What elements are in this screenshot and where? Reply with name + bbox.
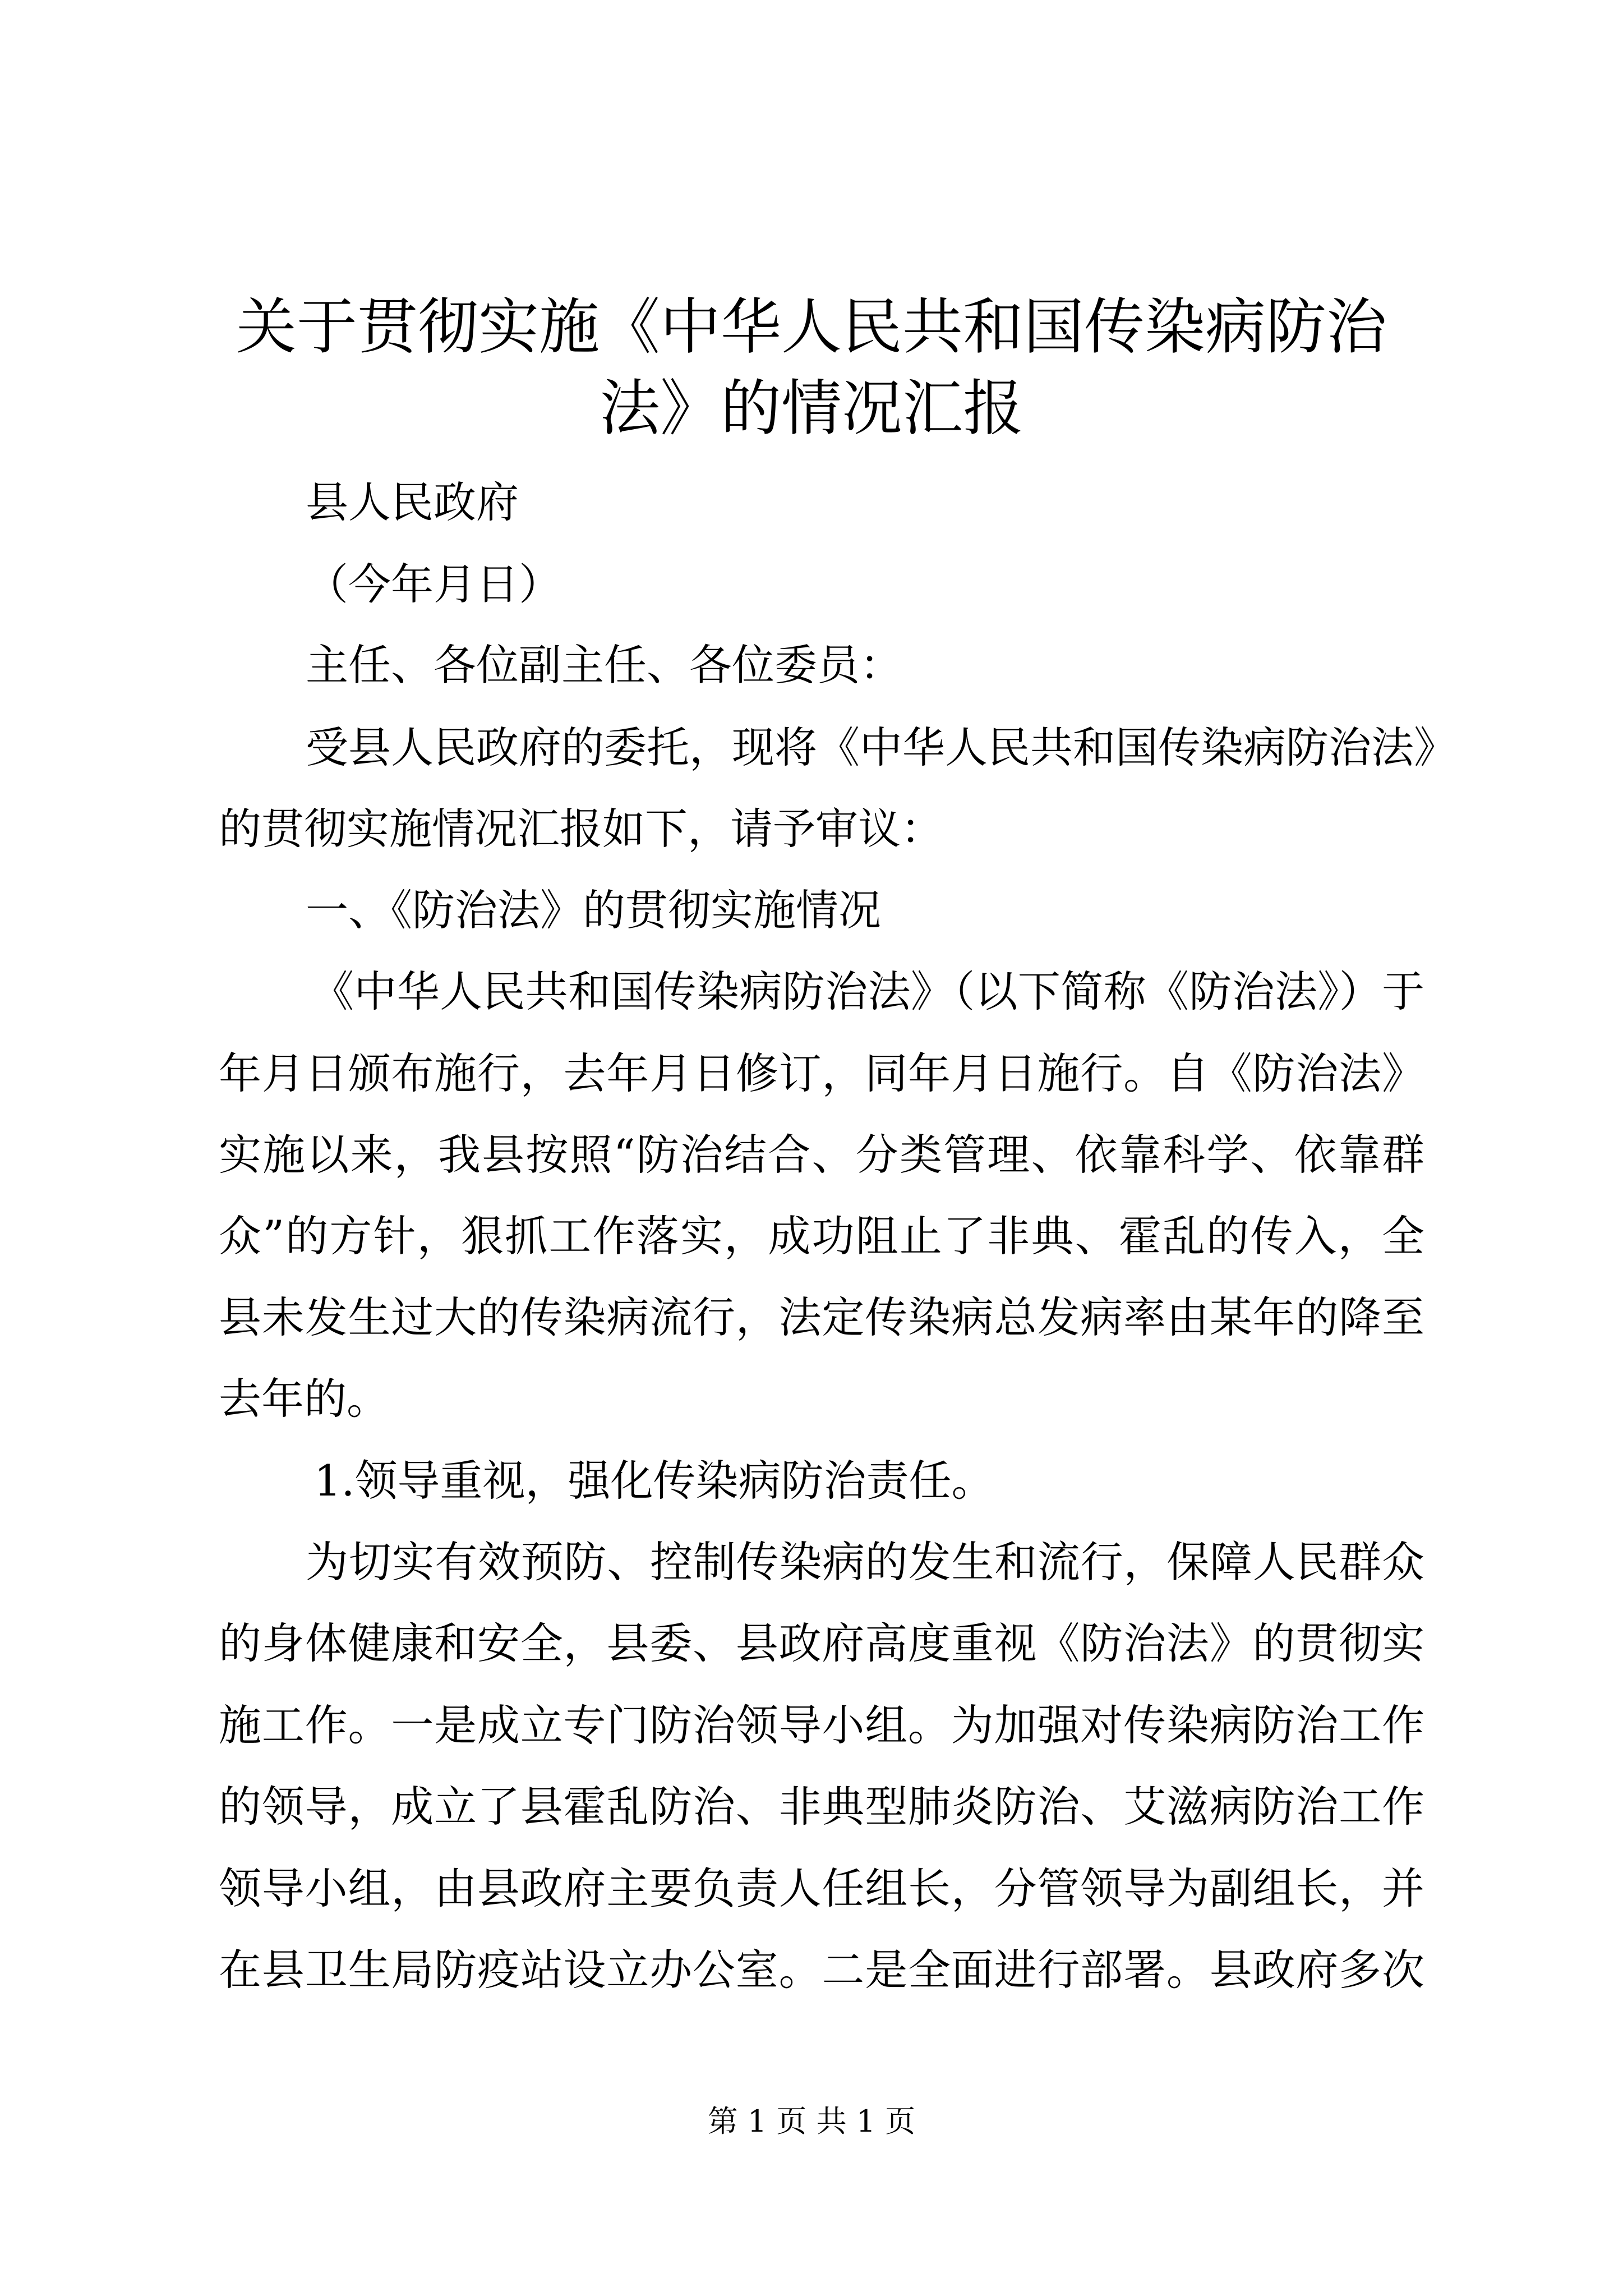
document-title-line-2: 法》的情况汇报 — [599, 374, 1023, 444]
body-line: 领导小组，由县政府主要负责人任组长，分管领导为副组长，并 — [219, 1864, 1424, 1913]
subsection-heading: 1.领导重视，强化传染病防治责任。 — [314, 1456, 994, 1506]
body-line: 年月日颁布施行，去年月日修订，同年月日施行。自《防治法》 — [219, 1048, 1424, 1098]
body-line: 《中华人民共和国传染病防治法》（以下简称《防治法》）于 — [311, 967, 1424, 1016]
date-line: （今年月日） — [306, 559, 561, 609]
issuer: 县人民政府 — [306, 477, 519, 527]
page-number-footer: 第 1 页 共 1 页 — [707, 2104, 916, 2139]
body-line: 受县人民政府的委托，现将《中华人民共和国传染病防治法》 — [306, 723, 1456, 772]
body-line: 的身体健康和安全，县委、县政府高度重视《防治法》的贯彻实 — [219, 1618, 1424, 1668]
body-line: 在县卫生局防疫站设立办公室。二是全面进行部署。县政府多次 — [219, 1945, 1424, 1995]
body-line: 施工作。一是成立专门防治领导小组。为加强对传染病防治工作 — [219, 1700, 1424, 1750]
body-line: 的贯彻实施情况汇报如下，请予审议： — [219, 804, 943, 854]
section-heading: 一、《防治法》的贯彻实施情况 — [306, 885, 881, 935]
body-line: 的领导，成立了县霍乱防治、非典型肺炎防治、艾滋病防治工作 — [219, 1782, 1424, 1832]
body-line: 去年的。 — [219, 1374, 389, 1424]
body-line: 实施以来，我县按照“防治结合、分类管理、依靠科学、依靠群 — [219, 1130, 1424, 1180]
document-title-line-1: 关于贯彻实施《中华人民共和国传染病防治 — [236, 292, 1387, 362]
body-line: 众”的方针，狠抓工作落实，成功阻止了非典、霍乱的传入，全 — [219, 1211, 1424, 1261]
body-line: 县未发生过大的传染病流行，法定传染病总发病率由某年的降至 — [219, 1292, 1424, 1342]
body-line: 为切实有效预防、控制传染病的发生和流行，保障人民群众 — [306, 1537, 1424, 1587]
salutation: 主任、各位副主任、各位委员： — [306, 640, 902, 690]
